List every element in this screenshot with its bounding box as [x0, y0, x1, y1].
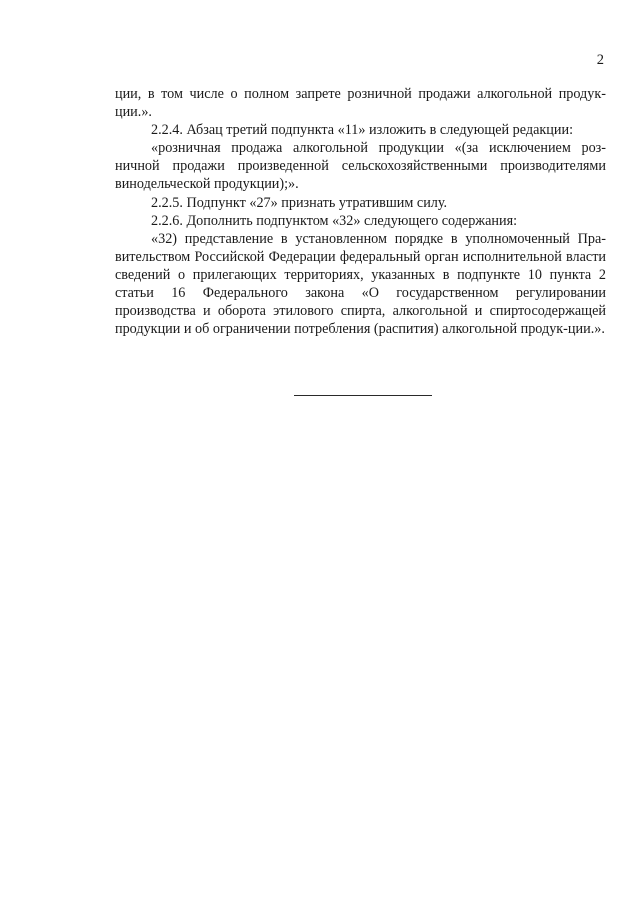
document-body [115, 85, 606, 338]
paragraph-continuation: ции, в том числе о полном запрете розничной продажи алкогольной продук-ции.». [115, 86, 606, 121]
paragraph-2-2-6: 2.2.6. Дополнить подпунктом «32» следующего содержания: [151, 212, 518, 229]
closing-separator-line [294, 395, 432, 396]
paragraph-quote-32: «32) представление в установленном порядке в уполномоченный Пра-вительством Российской Федерации федеральный орган исполнительной власти сведений о прилегающих территориях, указанных в подпункте 10 пункта 2 статьи 16 Федерального закона «О государственном регулировании производства и оборота этилового спирта, алкогольной и спиртосодержащей продукции и об ограничении потребления (распития) алкогольной продук-ции.». [115, 230, 606, 338]
page-number: 2 [596, 52, 604, 68]
paragraph-quote-retail-sale: «розничная продажа алкогольной продукции «(за исключением роз-ничной продажи произведенной сельскохозяйственными производителями винодельческой продукции);». [115, 140, 606, 193]
paragraph-2-2-4: 2.2.4. Абзац третий подпункта «11» изложить в следующей редакции: [151, 122, 574, 139]
paragraph-2-2-5: 2.2.5. Подпункт «27» признать утратившим силу. [151, 194, 448, 211]
